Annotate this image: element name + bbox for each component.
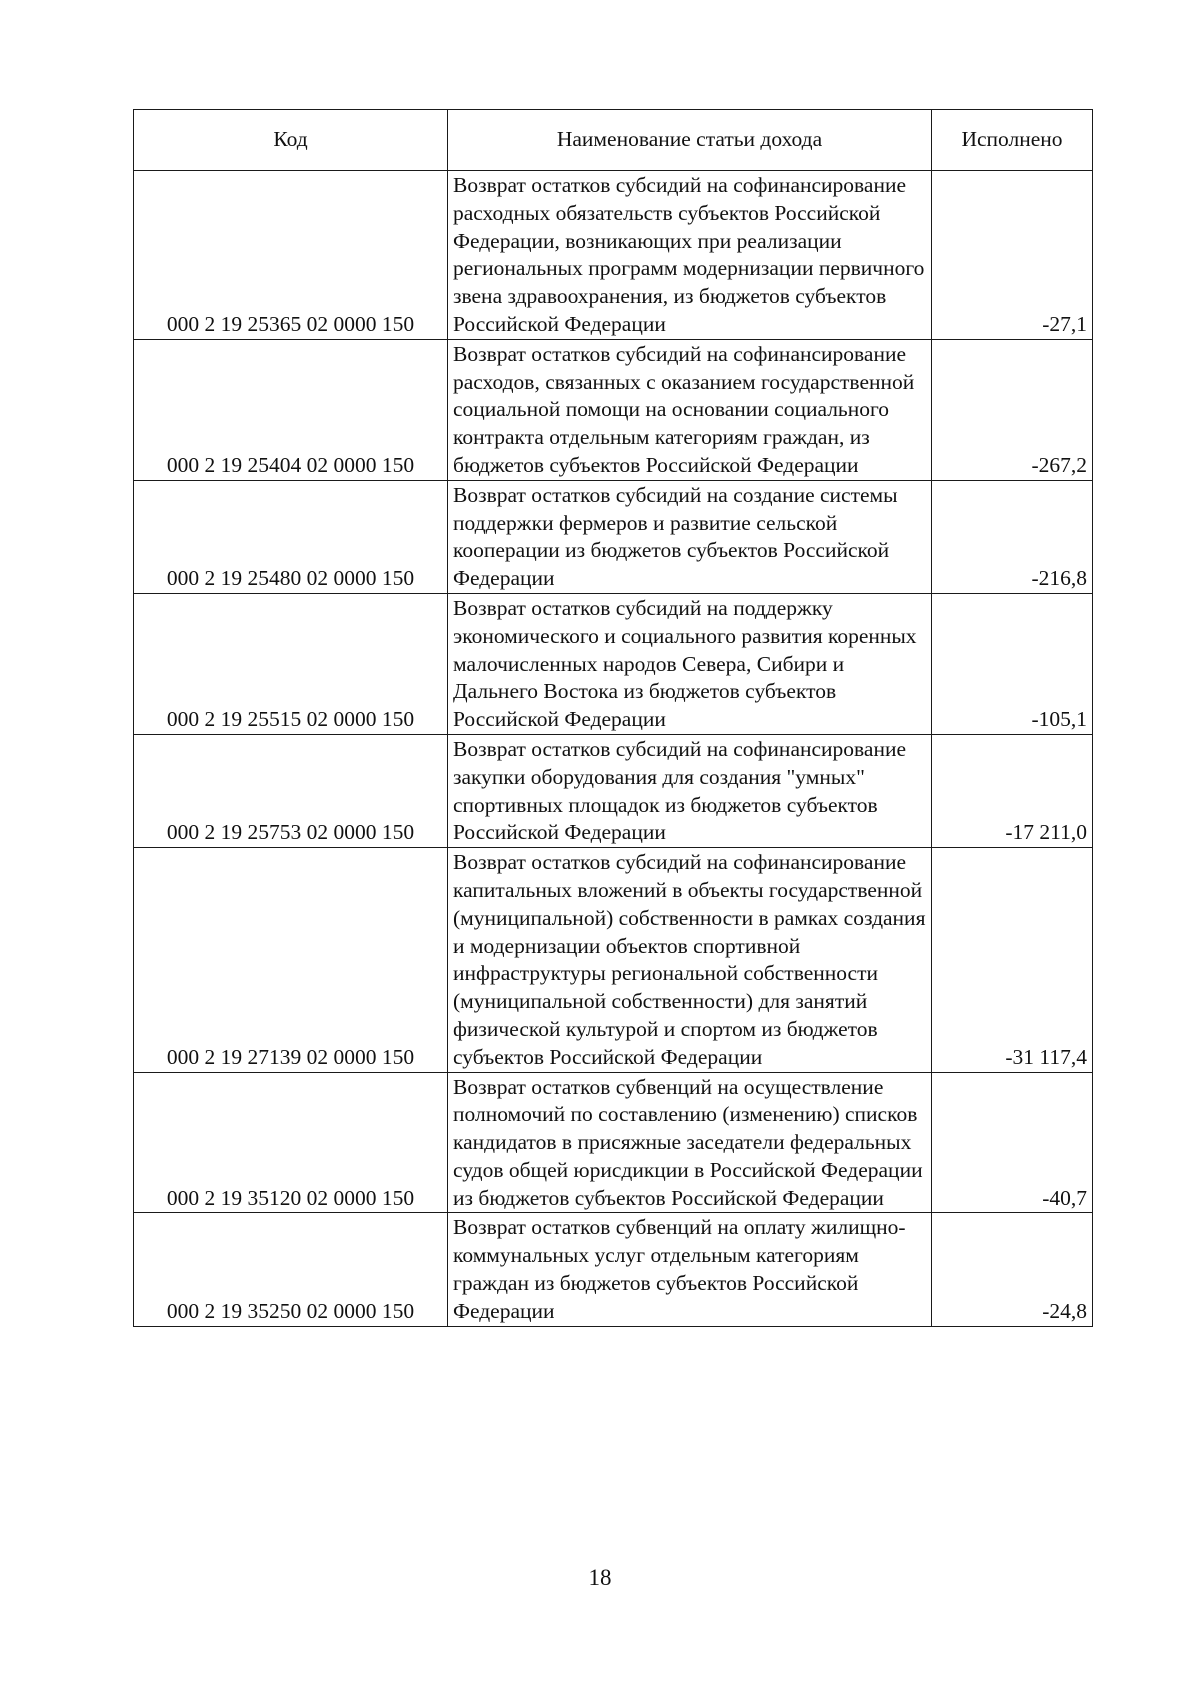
row-name: Возврат остатков субвенций на осуществление полномочий по составлению (изменению) списков кандидатов в присяжные заседатели федеральных судов общей юрисдикции в Российской Федерации из бюджетов субъектов Российской Федерации [448, 1072, 932, 1213]
row-name: Возврат остатков субсидий на поддержку экономического и социального развития коренных малочисленных народов Севера, Сибири и Дальнего Востока из бюджетов субъектов Российской Федерации [448, 593, 932, 734]
row-value: -31 117,4 [932, 848, 1093, 1072]
table-row [134, 339, 1093, 480]
table-row [134, 1072, 1093, 1213]
header-name: Наименование статьи дохода [448, 110, 932, 171]
row-name: Возврат остатков субсидий на софинансирование закупки оборудования для создания "умных" спортивных площадок из бюджетов субъектов Российской Федерации [448, 734, 932, 847]
row-value: -27,1 [932, 171, 1093, 340]
row-code: 000 2 19 25404 02 0000 150 [134, 339, 448, 480]
row-code: 000 2 19 25365 02 0000 150 [134, 171, 448, 340]
table-row [134, 593, 1093, 734]
table-row [134, 480, 1093, 593]
table-row [134, 171, 1093, 340]
table-row [134, 734, 1093, 847]
revenue-table [133, 109, 1093, 1327]
row-name: Возврат остатков субвенций на оплату жилищно-коммунальных услуг отдельным категориям граждан из бюджетов субъектов Российской Федерации [448, 1213, 932, 1326]
table-row [134, 1213, 1093, 1326]
table-header [134, 110, 1093, 171]
row-value: -24,8 [932, 1213, 1093, 1326]
row-value: -40,7 [932, 1072, 1093, 1213]
row-code: 000 2 19 25480 02 0000 150 [134, 480, 448, 593]
header-value: Исполнено [932, 110, 1093, 171]
table-body [134, 171, 1093, 1327]
row-name: Возврат остатков субсидий на софинансирование капитальных вложений в объекты государственной (муниципальной) собственности в рамках создания и модернизации объектов спортивной инфраструктуры региональной собственности (муниципальной собственности) для занятий физической культурой и спортом из бюджетов субъектов Российской Федерации [448, 848, 932, 1072]
row-value: -17 211,0 [932, 734, 1093, 847]
row-code: 000 2 19 35250 02 0000 150 [134, 1213, 448, 1326]
row-name: Возврат остатков субсидий на создание системы поддержки фермеров и развитие сельской кооперации из бюджетов субъектов Российской Федерации [448, 480, 932, 593]
row-value: -216,8 [932, 480, 1093, 593]
row-value: -105,1 [932, 593, 1093, 734]
header-code: Код [134, 110, 448, 171]
header-row [134, 110, 1093, 171]
row-code: 000 2 19 27139 02 0000 150 [134, 848, 448, 1072]
row-name: Возврат остатков субсидий на софинансирование расходов, связанных с оказанием государственной социальной помощи на основании социального контракта отдельным категориям граждан, из бюджетов субъектов Российской Федерации [448, 339, 932, 480]
row-code: 000 2 19 25753 02 0000 150 [134, 734, 448, 847]
row-code: 000 2 19 35120 02 0000 150 [134, 1072, 448, 1213]
table-row [134, 848, 1093, 1072]
row-value: -267,2 [932, 339, 1093, 480]
row-name: Возврат остатков субсидий на софинансирование расходных обязательств субъектов Российской Федерации, возникающих при реализации региональных программ модернизации первичного звена здравоохранения, из бюджетов субъектов Российской Федерации [448, 171, 932, 340]
page-number: 18 [588, 1565, 612, 1590]
row-code: 000 2 19 25515 02 0000 150 [134, 593, 448, 734]
